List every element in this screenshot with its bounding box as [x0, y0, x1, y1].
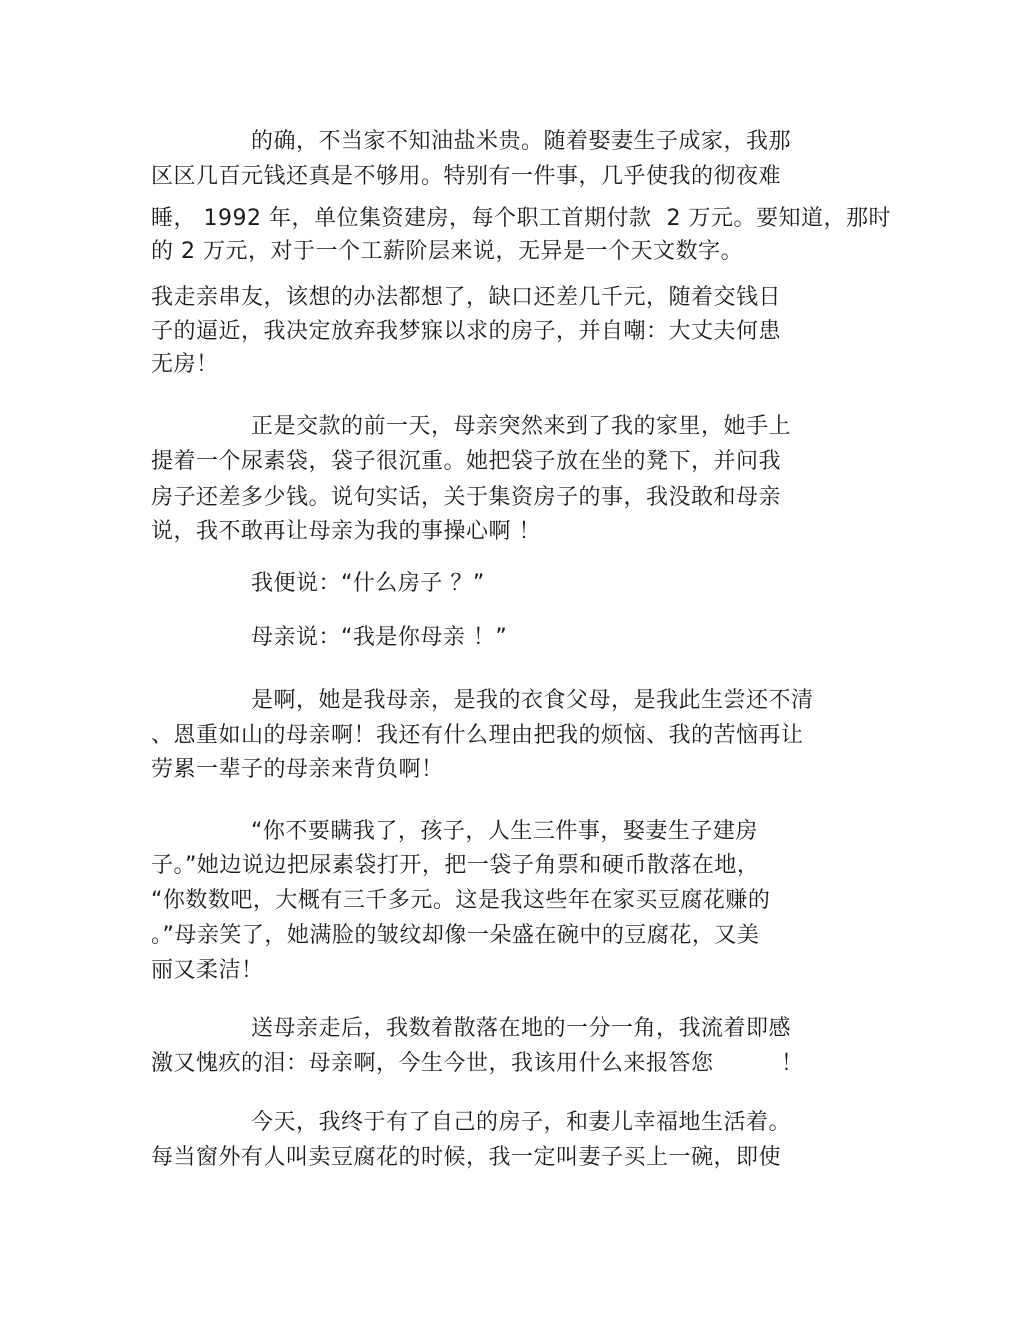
paragraph-1-line-3: 睡， 1992 年，单位集资建房，每个职工首期付款 2 万元。要知道，那时	[151, 206, 891, 231]
paragraph-3-line-2: 提着一个尿素袋，袋子很沉重。她把袋子放在坐的凳下，并问我	[151, 449, 782, 474]
paragraph-1-line-4: 的 2 万元，对于一个工薪阶层来说，无异是一个天文数字。	[151, 239, 743, 264]
paragraph-7-line-1: “你不要瞒我了，孩子，人生三件事，娶妻生子建房	[251, 819, 758, 844]
paragraph-9-line-2: 每当窗外有人叫卖豆腐花的时候，我一定叫妻子买上一碗，即使	[151, 1145, 782, 1170]
paragraph-1-line-1: 的确，不当家不知油盐米贵。随着娶妻生子成家，我那	[251, 129, 792, 154]
paragraph-7-line-3: “你数数吧，大概有三千多元。这是我这些年在家买豆腐花赚的	[151, 888, 771, 913]
paragraph-2-line-1: 我走亲串友，该想的办法都想了，缺口还差几千元，随着交钱日	[151, 285, 782, 310]
paragraph-6-line-3: 劳累一辈子的母亲来背负啊！	[151, 757, 444, 782]
paragraph-2-line-2: 子的逼近，我决定放弃我梦寐以求的房子，并自嘲：大丈夫何患	[151, 319, 782, 344]
paragraph-7-line-5: 丽又柔洁！	[151, 958, 264, 983]
paragraph-7-line-4: 。”母亲笑了，她满脸的皱纹却像一朵盛在碗中的豆腐花，又美	[151, 923, 760, 948]
dialogue-line-1: 我便说：“什么房子 ？”	[251, 571, 485, 596]
paragraph-8-line-2: 激又愧疚的泪：母亲啊，今生今世，我该用什么来报答您 ！	[151, 1051, 804, 1076]
paragraph-3-line-4: 说，我不敢再让母亲为我的事操心啊 ！	[151, 519, 541, 544]
dialogue-line-2: 母亲说：“我是你母亲 ！”	[251, 625, 508, 650]
paragraph-6-line-1: 是啊，她是我母亲，是我的衣食父母，是我此生尝还不清	[251, 688, 814, 713]
paragraph-7-line-2: 子。”她边说边把尿素袋打开，把一袋子角票和硬币散落在地，	[151, 853, 760, 878]
paragraph-3-line-1: 正是交款的前一天，母亲突然来到了我的家里，她手上	[251, 414, 792, 439]
paragraph-3-line-3: 房子还差多少钱。说句实话，关于集资房子的事，我没敢和母亲	[151, 485, 782, 510]
paragraph-1-line-2: 区区几百元钱还真是不够用。特别有一件事，几乎使我的彻夜难	[151, 164, 782, 189]
paragraph-9-line-1: 今天，我终于有了自己的房子，和妻儿幸福地生活着。	[251, 1110, 792, 1135]
paragraph-8-line-1: 送母亲走后，我数着散落在地的一分一角，我流着即感	[251, 1016, 792, 1041]
paragraph-2-line-3: 无房！	[151, 352, 219, 377]
paragraph-6-line-2: 、恩重如山的母亲啊！我还有什么理由把我的烦恼、我的苦恼再让	[151, 723, 804, 748]
